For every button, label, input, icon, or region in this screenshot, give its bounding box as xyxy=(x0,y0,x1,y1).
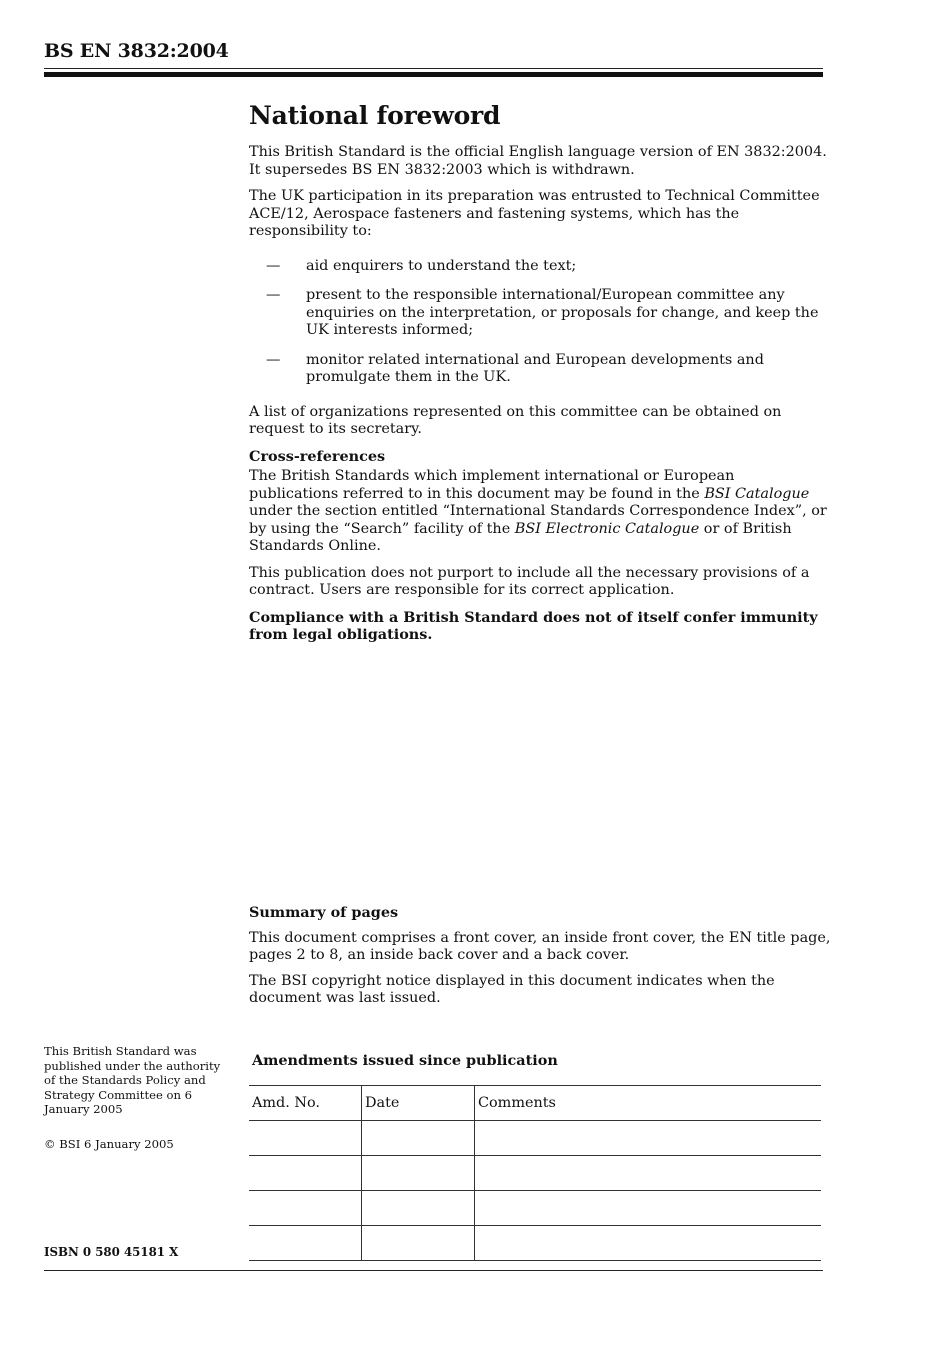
foreword-paragraph-3: A list of organizations represented on this committee can be obtained on request to its secretary. xyxy=(249,403,782,437)
bsi-catalogue: BSI Catalogue xyxy=(704,485,810,502)
list-dash: — xyxy=(266,287,281,303)
bsi-electronic-catalogue: BSI Electronic Catalogue xyxy=(514,520,700,537)
list-item: — present to the responsible international/European committee any enquiries on the interpretation, or proposals for change, and keep the UK interests informed; xyxy=(266,287,819,338)
amendments-title: Amendments issued since publication xyxy=(252,1052,558,1069)
table-row xyxy=(249,1191,821,1226)
cross-references-paragraph: The British Standards which implement international or European publications referred to in this document may be found in the BSI Catalogue under the section entitled “International Standards Correspondence Index”, or by using the “Search” facility of the BSI Electronic Catalogue or of British Standards Online. xyxy=(249,468,827,554)
table-header-row xyxy=(249,1086,821,1121)
footer-rule xyxy=(44,1270,823,1271)
page-title: National foreword xyxy=(249,101,501,130)
national-foreword xyxy=(249,100,827,653)
cross-references-heading: Cross-references xyxy=(249,447,386,465)
summary-heading: Summary of pages xyxy=(249,904,399,921)
compliance-statement: Compliance with a British Standard does not of itself confer immunity from legal obligations. xyxy=(249,608,818,643)
table-row xyxy=(249,1121,821,1156)
list-item: — monitor related international and European developments and promulgate them in the UK. xyxy=(266,351,764,385)
publication-authority: This British Standard was published under the authority of the Standards Policy and Strategy Committee on 6 January 2005 xyxy=(44,1044,221,1117)
foreword-paragraph-4: This publication does not purport to include all the necessary provisions of a contract. Users are responsible for its correct application. xyxy=(249,564,810,598)
column-header-date: Date xyxy=(362,1086,475,1121)
table-row xyxy=(249,1156,821,1191)
summary-paragraph-2: The BSI copyright notice displayed in this document indicates when the document was last issued. xyxy=(249,972,775,1006)
table-row xyxy=(249,1226,821,1261)
foreword-paragraph-2: The UK participation in its preparation was entrusted to Technical Committee ACE/12, Aerospace fasteners and fastening systems, which has the responsibility to: xyxy=(249,188,820,239)
amendments-table xyxy=(249,1085,821,1261)
foreword-paragraph-1: This British Standard is the official English language version of EN 3832:2004. It supersedes BS EN 3832:2003 which is withdrawn. xyxy=(249,144,827,178)
header-rule-thick xyxy=(44,72,823,77)
summary-paragraph-1: This document comprises a front cover, an inside front cover, the EN title page, pages 2 to 8, an inside back cover and a back cover. xyxy=(249,929,831,963)
document-id: BS EN 3832:2004 xyxy=(44,40,229,62)
header-rule-thin xyxy=(44,68,823,69)
isbn: ISBN 0 580 45181 X xyxy=(44,1245,179,1259)
responsibility-list xyxy=(249,258,827,387)
publication-sidebar xyxy=(44,1044,234,1152)
column-header-amd-no: Amd. No. xyxy=(249,1086,362,1121)
list-item: — aid enquirers to understand the text; xyxy=(266,257,577,274)
column-header-comments: Comments xyxy=(475,1086,822,1121)
summary-of-pages xyxy=(249,904,839,1016)
copyright-notice: © BSI 6 January 2005 xyxy=(44,1136,174,1151)
list-dash: — xyxy=(266,257,281,274)
list-dash: — xyxy=(266,351,281,368)
